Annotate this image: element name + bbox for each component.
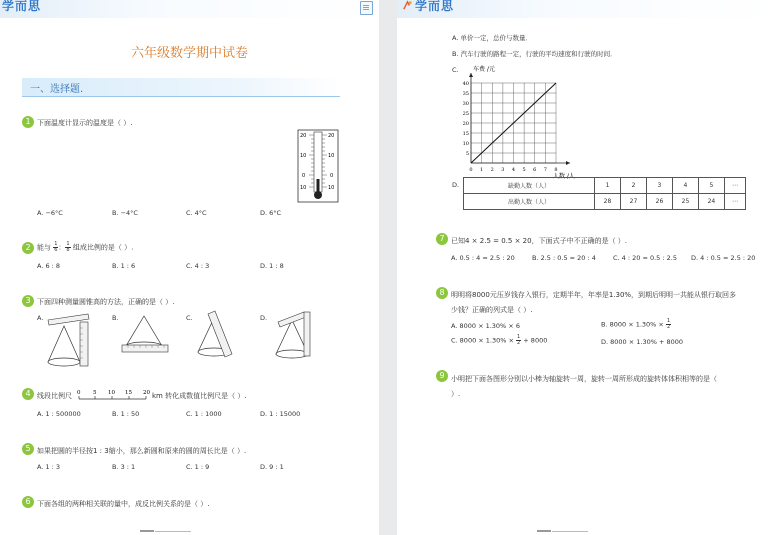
x-tick-label: 2: [490, 167, 494, 173]
question-number: 3: [22, 295, 34, 307]
option-a[interactable]: A. 1 : 3: [37, 463, 61, 471]
question-text: 下面温度计显示的温度是（ ）.: [37, 119, 133, 127]
fraction-numerator: 1: [54, 241, 58, 247]
y-tick-label: 10: [462, 141, 469, 147]
option-d[interactable]: D. 8000 × 1.30% + 8000: [601, 338, 684, 346]
question-text: 已知4 × 2.5 = 0.5 × 20，下面式子中不正确的是（ ）.: [451, 237, 628, 245]
question-text-part: 组成比例的是（ ）.: [72, 243, 134, 252]
fraction-denominator: 8: [66, 247, 70, 253]
y-tick-label: 35: [462, 91, 469, 97]
question-text: 少钱？正确的列式是（ ）.: [451, 306, 533, 314]
scale-tick: 0: [77, 390, 81, 396]
option-d[interactable]: D.: [260, 314, 268, 322]
option-c[interactable]: C. 1 : 9: [186, 463, 210, 471]
thermometer-label: 20: [300, 133, 307, 139]
question-text: [152, 391, 247, 401]
table-cell: 26: [646, 194, 672, 210]
cone-figure-a: [44, 312, 94, 368]
thermometer-label: 10: [328, 153, 335, 159]
thermometer-label: 10: [328, 185, 335, 191]
option-c[interactable]: C. 4 : 3: [186, 262, 210, 270]
table-cell: 24: [698, 194, 724, 210]
question-number: 5: [22, 443, 34, 455]
question-number: 1: [22, 116, 34, 128]
option-a[interactable]: A. 6 : 8: [37, 262, 61, 270]
option-d[interactable]: D.: [452, 181, 460, 189]
option-text: B. 8000 × 1.30% ×: [601, 320, 664, 329]
option-b[interactable]: B.: [112, 314, 119, 322]
option-c[interactable]: [451, 335, 547, 346]
question-text-part: 能与: [37, 243, 51, 252]
x-tick-label: 4: [511, 167, 516, 173]
fare-chart: [457, 62, 582, 182]
question-number: 9: [436, 370, 448, 382]
thermometer-label: 0: [330, 173, 334, 179]
thermometer-figure: [297, 129, 341, 205]
x-axis-arrow: [566, 161, 570, 165]
question-text-prefix: 线段比例尺: [37, 392, 72, 400]
question-text-part: ：: [58, 243, 66, 252]
thermometer-label: 10: [300, 153, 307, 159]
option-b[interactable]: B. 汽车行驶的路程一定，行驶的平均速度和行驶的时间．: [452, 50, 617, 58]
y-tick-label: 20: [462, 121, 469, 127]
page-header: [397, 0, 778, 18]
fraction: [666, 319, 671, 330]
table-cell: 28: [595, 194, 621, 210]
table-cell: 3: [646, 178, 672, 194]
option-c[interactable]: C. 4 : 20 = 0.5 : 2.5: [613, 254, 677, 262]
question-text: 下面四种测量圆锥高的方法，正确的是（ ）.: [37, 298, 175, 306]
y-tick-label: 5: [465, 151, 469, 157]
option-c[interactable]: C. 4°C: [186, 209, 207, 217]
question-text: 明明将8000元压岁钱存入银行，定期半年，年率是1.30%，到期后明明一共能从银行取回多: [451, 291, 737, 299]
option-c[interactable]: C.: [452, 66, 459, 74]
question-number: 6: [22, 496, 34, 508]
fraction: [516, 335, 521, 346]
cone-figure-d: [268, 310, 320, 360]
attendance-table: [463, 177, 746, 210]
question-text: 小明把下面各图形分别以小棒为轴旋转一周，旋转一周所形成的旋转体体积相等的是（: [451, 375, 717, 383]
cone-figure-b: [118, 312, 170, 356]
option-d[interactable]: D. 9 : 1: [260, 463, 284, 471]
thermometer-label: 10: [300, 185, 307, 191]
table-cell: 5: [698, 178, 724, 194]
y-tick-label: 25: [462, 111, 469, 117]
chart-x-label: 人数 /人: [553, 173, 575, 180]
y-tick-label: 15: [462, 131, 469, 137]
option-d[interactable]: D. 1 : 8: [260, 262, 284, 270]
fraction-denominator: 6: [54, 247, 58, 253]
table-row: [464, 194, 746, 210]
option-a[interactable]: A. 单价一定，总价与数量．: [452, 34, 532, 42]
section-heading: [22, 78, 340, 97]
option-a[interactable]: A. 8000 × 1.30% × 6: [451, 322, 520, 330]
table-cell: 27: [620, 194, 646, 210]
fraction-denominator: 2: [517, 340, 521, 346]
table-cell: 2: [620, 178, 646, 194]
question-text: 如果把圆的半径按1 : 3缩小，那么新圆和原来的圆的周长比是（ ）.: [37, 447, 247, 455]
x-tick-label: 3: [501, 167, 505, 173]
x-tick-label: 5: [522, 167, 526, 173]
thermometer-label: 0: [302, 173, 306, 179]
x-tick-label: 8: [554, 167, 558, 173]
option-a[interactable]: A. 0.5 : 4 = 2.5 : 20: [451, 254, 515, 262]
table-cell: 1: [595, 178, 621, 194]
scale-tick: 5: [93, 390, 97, 396]
option-c[interactable]: C.: [186, 314, 193, 322]
question-number: 4: [22, 388, 34, 400]
table-cell: ⋯: [724, 194, 745, 210]
option-a[interactable]: A. −6°C: [37, 209, 63, 217]
option-d[interactable]: D. 4 : 0.5 = 2.5 : 20: [691, 254, 756, 262]
question-number: 2: [22, 242, 34, 254]
question-text-part: 转化成数值比例尺是（ ）.: [165, 392, 247, 400]
document-icon[interactable]: [360, 1, 373, 15]
option-b[interactable]: B. 3 : 1: [112, 463, 136, 471]
scale-unit: km: [152, 392, 163, 400]
page-header: [0, 0, 379, 18]
option-c[interactable]: C. 1 : 1000: [186, 410, 222, 418]
fraction-numerator: 1: [666, 318, 671, 324]
option-text: C. 8000 × 1.30% ×: [451, 336, 514, 345]
option-b[interactable]: [601, 319, 671, 330]
scale-tick: 10: [108, 390, 115, 396]
right-page: [397, 0, 778, 535]
option-b[interactable]: B. 2.5 : 0.5 = 20 : 4: [532, 254, 596, 262]
question-number: 8: [436, 287, 448, 299]
table-row-header: 出勤人数（人）: [464, 194, 595, 210]
option-text: + 8000: [523, 336, 548, 345]
thermometer-label: 20: [328, 133, 335, 139]
question-text: ）.: [451, 390, 461, 398]
chart-y-label: 车费 /元: [473, 66, 495, 73]
brand-logo: 学而思: [2, 0, 42, 13]
logo-mark-icon: [402, 0, 413, 11]
scale-tick: 15: [125, 390, 132, 396]
page-footer: [140, 528, 210, 533]
x-tick-label: 7: [543, 167, 547, 173]
option-b[interactable]: B. 1 : 50: [112, 410, 140, 418]
x-tick-label: 6: [533, 167, 537, 173]
option-a[interactable]: A. 1 : 500000: [37, 410, 81, 418]
table-cell: ⋯: [724, 178, 745, 194]
table-row-header: 缺勤人数（人）: [464, 178, 595, 194]
section-label: 一、选择题.: [30, 84, 84, 95]
table-cell: 4: [672, 178, 698, 194]
fraction-denominator: 2: [666, 324, 671, 330]
x-tick-label: 1: [480, 167, 484, 173]
question-text: 下面各组的两种相关联的量中，成反比例关系的是（ ）.: [37, 500, 210, 508]
left-page: [0, 0, 379, 535]
table-row: [464, 178, 746, 194]
exam-title: 六年级数学期中试卷: [130, 46, 248, 61]
fraction-numerator: 1: [66, 241, 70, 247]
brand-logo: 学而思: [415, 0, 455, 13]
scale-tick: 20: [143, 390, 150, 396]
option-b[interactable]: B. −4°C: [112, 209, 138, 217]
question-number: 7: [436, 233, 448, 245]
y-tick-label: 40: [462, 81, 469, 87]
option-a[interactable]: A.: [37, 314, 44, 322]
y-tick-label: 30: [462, 101, 469, 107]
option-b[interactable]: B. 1 : 6: [112, 262, 136, 270]
table-cell: 25: [672, 194, 698, 210]
option-d[interactable]: D. 6°C: [260, 209, 282, 217]
cone-figure-c: [194, 310, 242, 360]
scale-bar: [76, 385, 156, 405]
page-footer: [537, 528, 607, 533]
fraction-numerator: 1: [517, 334, 521, 340]
x-tick-label: 0: [469, 167, 473, 173]
fraction: [65, 242, 70, 253]
option-d[interactable]: D. 1 : 15000: [260, 410, 301, 418]
question-text: [37, 242, 133, 253]
y-axis-arrow: [469, 73, 473, 77]
